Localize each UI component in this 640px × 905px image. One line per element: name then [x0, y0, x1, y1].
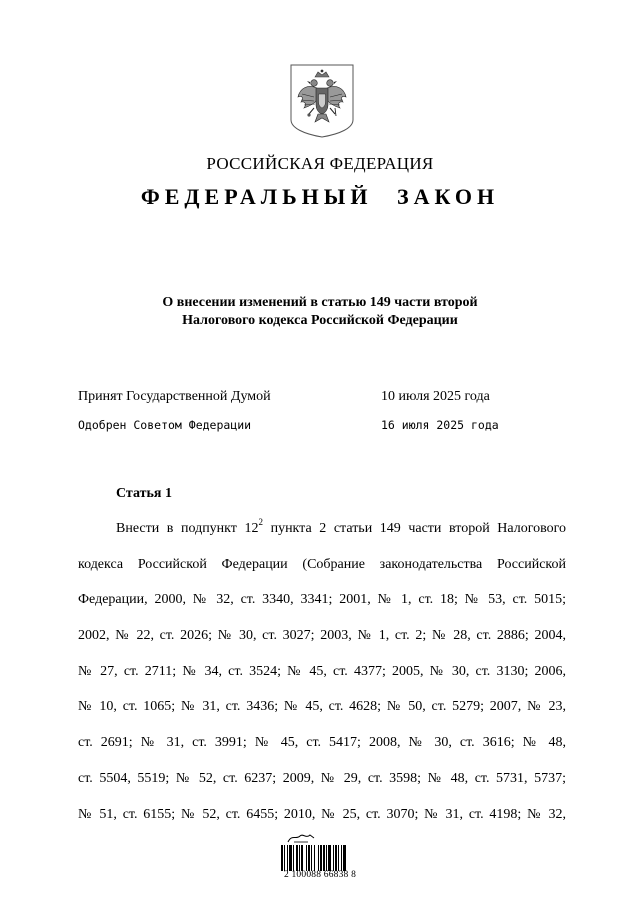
- barcode-bar: [281, 845, 283, 871]
- article-text-line: ст. 2691; № 31, ст. 3991; № 45, ст. 5417; 2008, № 30, ст. 3616; № 48,: [78, 735, 566, 751]
- article-text-line: № 27, ст. 2711; № 34, ст. 3524; № 45, ст. 4377; 2005, № 30, ст. 3130; 2006,: [78, 663, 566, 679]
- barcode-bar: [301, 845, 303, 871]
- barcode-bar: [311, 845, 312, 871]
- barcode-bar: [308, 845, 310, 871]
- barcode-bar: [326, 845, 327, 871]
- article-text-line: кодекса Российской Федерации (Собрание законодательства Российской: [78, 556, 566, 572]
- law-title: [0, 294, 640, 330]
- article-text-fragment: Внести в подпункт 12: [116, 521, 259, 536]
- barcode-mark-icon: [286, 830, 316, 844]
- barcode-bar: [306, 845, 307, 871]
- adopted-by-duma-date: 10 июля 2025 года: [381, 389, 490, 404]
- barcode-bar: [299, 845, 300, 871]
- barcode-bar: [296, 845, 298, 871]
- barcode-number: 2 100088 66838 8: [283, 870, 357, 880]
- barcode-bar: [287, 845, 288, 871]
- article-text-line: Федерации, 2000, № 32, ст. 3340, 3341; 2001, № 1, ст. 18; № 53, ст. 5015;: [78, 592, 566, 608]
- barcode-bar: [320, 845, 322, 871]
- adopted-by-duma-label: Принят Государственной Думой: [78, 389, 271, 404]
- barcode-bar: [323, 845, 325, 871]
- article-text-line: № 51, ст. 6155; № 52, ст. 6455; 2010, № 25, ст. 3070; № 31, ст. 4198; № 32,: [78, 806, 566, 822]
- barcode-bar: [314, 845, 315, 871]
- barcode-bar: [335, 845, 337, 871]
- barcode-bar: [328, 845, 331, 871]
- barcode-bar: [293, 845, 294, 871]
- barcode-bar: [284, 845, 285, 871]
- article-text-line: № 10, ст. 1065; № 31, ст. 3436; № 45, ст. 4628; № 50, ст. 5279; 2007, № 23,: [78, 699, 566, 715]
- document-type-heading: ФЕДЕРАЛЬНЫЙ ЗАКОН: [140, 184, 500, 209]
- barcode-bar: [318, 845, 319, 871]
- article-text-line: 2002, № 22, ст. 2026; № 30, ст. 3027; 2003, № 1, ст. 2; № 28, ст. 2886; 2004,: [78, 628, 566, 644]
- article-text-line: ст. 5504, 5519; № 52, ст. 6237; 2009, № 29, ст. 3598; № 48, ст. 5731, 5737;: [78, 770, 566, 786]
- article-text-fragment: пункта 2 статьи 149 части второй Налогового: [263, 521, 566, 536]
- approved-by-council-label: Одобрен Советом Федерации: [78, 418, 252, 432]
- barcode-bar: [343, 845, 346, 871]
- coat-of-arms-emblem: [290, 64, 354, 138]
- barcode-bar: [341, 845, 342, 871]
- country-heading: РОССИЙСКАЯ ФЕДЕРАЦИЯ: [206, 154, 434, 173]
- article-body: [78, 518, 566, 839]
- law-title-line-2: Налогового кодекса Российской Федерации: [182, 313, 458, 328]
- article-heading: Статья 1: [116, 486, 172, 501]
- barcode-bar: [333, 845, 334, 871]
- barcode-bar: [289, 845, 292, 871]
- approved-by-council-date: 16 июля 2025 года: [381, 418, 499, 432]
- barcode-bar: [338, 845, 339, 871]
- law-title-line-1: О внесении изменений в статью 149 части второй: [162, 295, 478, 310]
- article-text-line: [78, 518, 566, 554]
- superscript-number: 2: [258, 517, 263, 527]
